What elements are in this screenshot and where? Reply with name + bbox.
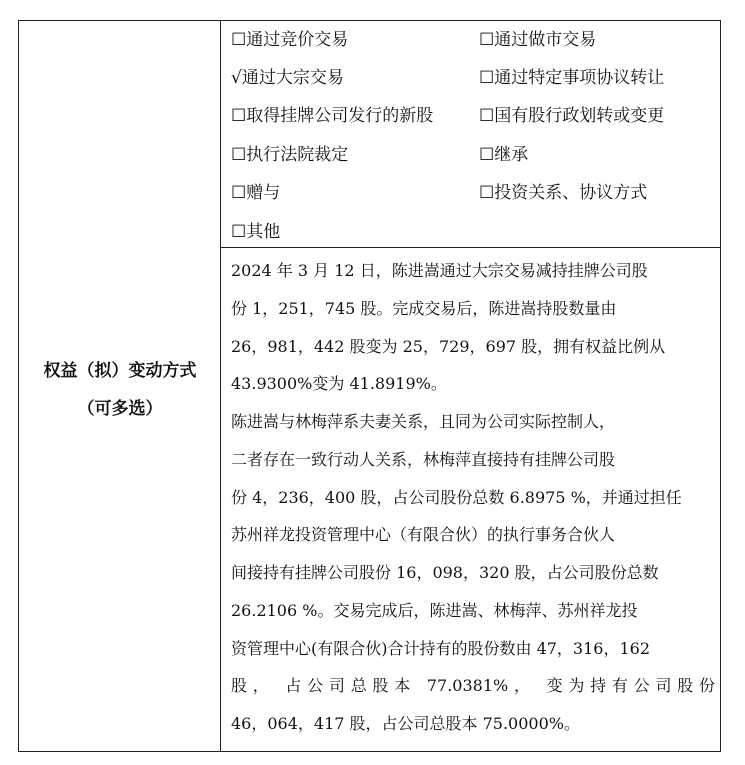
option-court-ruling: ☐执行法院裁定 <box>231 145 349 165</box>
description-line: 26.2106 %。交易完成后，陈进嵩、林梅萍、苏州祥龙投 <box>231 600 638 620</box>
description-line: 43.9300%变为 41.8919%。 <box>231 374 447 394</box>
option-new-shares: ☐取得挂牌公司发行的新股 <box>231 106 434 126</box>
description-line: 苏州祥龙投资管理中心（有限合伙）的执行事务合伙人 <box>231 525 616 545</box>
option-gift: ☐赠与 <box>231 183 281 203</box>
description-line: 46，064，417 股，占公司总股本 75.0000%。 <box>231 714 580 733</box>
option-block-trade: √通过大宗交易 <box>231 68 344 88</box>
description-line: 间接持有挂牌公司股份 16，098，320 股，占公司股份总数 <box>231 563 659 582</box>
description-line: 股， 占公司总股本 77.0381%， 变为持有公司股份 <box>231 676 715 696</box>
row-divider <box>221 247 720 248</box>
option-specific-agreement: ☐通过特定事项协议转让 <box>479 68 665 88</box>
method-label: 权益（拟）变动方式 <box>43 361 197 381</box>
option-investment: ☐投资关系、协议方式 <box>479 183 648 203</box>
description-line: 份 1，251，745 股。完成交易后，陈进嵩持股数量由 <box>231 298 617 318</box>
description-line: 2024 年 3 月 12 日，陈进嵩通过大宗交易减持挂牌公司股 <box>231 261 648 280</box>
option-other: ☐其他 <box>231 222 281 242</box>
option-competitive-bidding: ☐通过竞价交易 <box>231 30 349 50</box>
description-block <box>231 252 715 743</box>
description-line: 陈进嵩与林梅萍系夫妻关系，且同为公司实际控制人， <box>231 412 616 431</box>
description-line: 26，981，442 股变为 25，729，697 股，拥有权益比例从 <box>231 336 666 356</box>
description-line: 份 4，236，400 股，占公司股份总数 6.8975 %，并通过担任 <box>231 487 682 507</box>
description-line: 二者存在一致行动人关系，林梅萍直接持有挂牌公司股 <box>231 449 616 469</box>
equity-change-table <box>18 20 721 752</box>
option-inheritance: ☐继承 <box>479 145 529 165</box>
multi-select-note: （可多选） <box>77 399 163 419</box>
option-market-making: ☐通过做市交易 <box>479 30 597 50</box>
left-header-cell <box>19 21 221 751</box>
description-line: 资管理中心(有限合伙)合计持有的股份数由 47，316，162 <box>231 638 651 658</box>
option-state-transfer: ☐国有股行政划转或变更 <box>479 106 665 126</box>
